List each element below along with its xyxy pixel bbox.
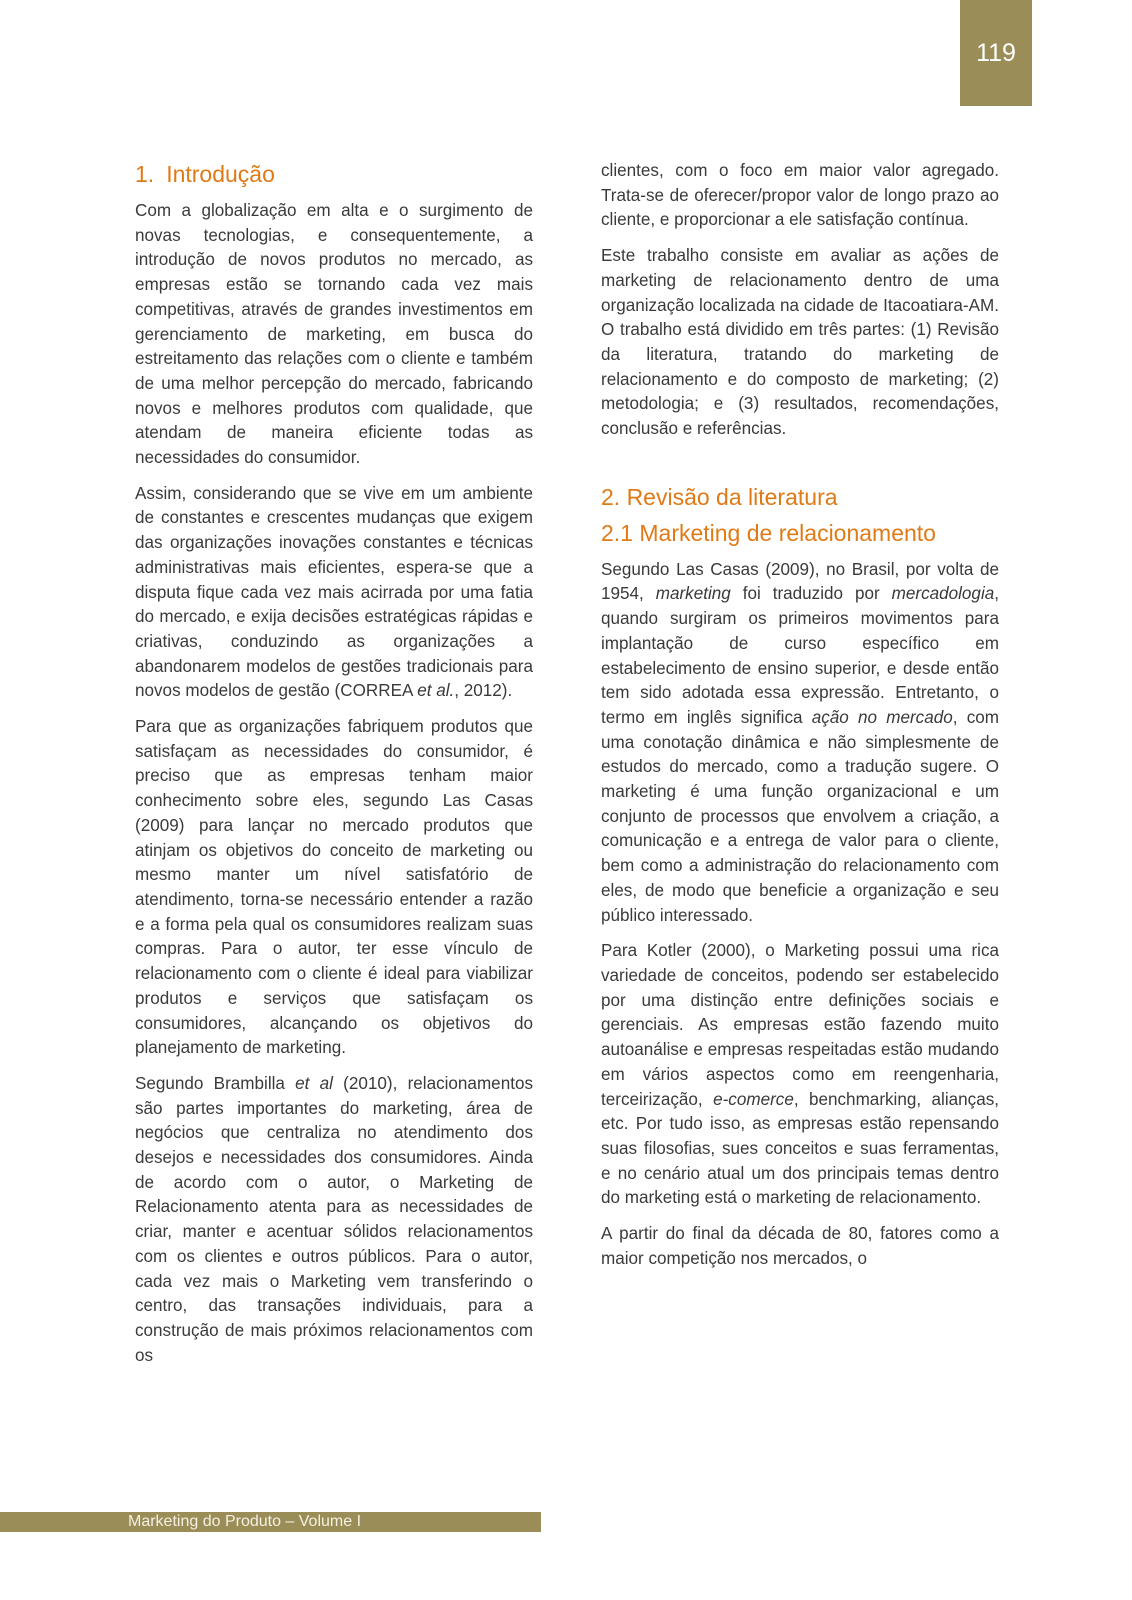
right-column <box>601 159 999 1282</box>
paragraph: clientes, com o foco em maior valor agregado. Trata-se de oferecer/propor valor de longo prazo ao cliente, e proporcionar a ele satisfação contínua. <box>601 161 999 230</box>
italic-text: mercadologia <box>891 584 995 604</box>
paragraph <box>135 482 533 704</box>
italic-text: marketing <box>655 584 731 604</box>
text-run: Segundo Las Casas (2009), no Brasil, por volta de 1954, <box>601 559 999 604</box>
footer-bar <box>0 1512 541 1532</box>
section-number: 1. <box>135 161 155 187</box>
text-run: Segundo Brambilla <box>135 1073 296 1093</box>
text-run: , com uma conotação dinâmica e não simplesmente de estudos do mercado, como a tradução sugere. O marketing é uma função organizacional e um conjunto de processos que envolvem a criação, a comunicação e a entrega de valor para o cliente, bem como a administração do relacionamento com eles, de modo que beneficie a organização e seu público interessado. <box>601 707 999 925</box>
subsection-heading-marketing-relacionamento: 2.1 Marketing de relacionamento <box>601 519 936 546</box>
paragraph: Para que as organizações fabriquem produtos que satisfaçam as necessidades do consumidor, é preciso que as empresas tenham maior conhecimento sobre eles, segundo Las Casas (2009) para lançar no mercado produtos que atinjam os objetivos do conceito de marketing ou mesmo manter um nível satisfatório de atendimento, torna-se necessário entender a razão e a forma pela qual os consumidores realizam suas compras. Para o autor, ter esse vínculo de relacionamento com o cliente é ideal para viabilizar produtos e serviços que satisfaçam os consumidores, alcançando os objetivos do planejamento de marketing. <box>135 717 533 1058</box>
italic-text: ação no mercado <box>811 707 953 727</box>
paragraph: Com a globalização em alta e o surgimento de novas tecnologias, e consequentemente, a introdução de novos produtos no mercado, as empresas estão se tornando cada vez mais competitivas, através de grandes investimentos em gerenciamento de marketing, em busca do estreitamento das relações com o cliente e também de uma melhor percepção do mercado, fabricando novos e melhores produtos com qualidade, que atendam de maneira eficiente todas as necessidades do consumidor. <box>135 201 533 468</box>
footer-title: Marketing do Produto – Volume I <box>128 1513 362 1530</box>
paragraph <box>601 939 999 1211</box>
page-number: 119 <box>960 0 1032 106</box>
text-run: Assim, considerando que se vive em um ambiente de constantes e crescentes mudanças que exigem das organizações inovações constantes e técnicas administrativas mais eficientes, espera-se que a disputa fique cada vez mais acirrada por uma fatia do mercado, e exija decisões estratégicas rápidas e criativas, conduzindo as organizações a abandonarem modelos de gestões tradicionais para novos modelos de gestão (CORREA <box>135 483 533 701</box>
paragraph: A partir do final da década de 80, fatores como a maior competição nos mercados, o <box>601 1224 999 1268</box>
text-run: , benchmarking, alianças, etc. Por tudo isso, as empresas estão repensando suas filosofias, sues conceitos e suas ferramentas, e no cenário atual um dos principais temas dentro do marketing está o marketing de relacionamento. <box>601 1089 999 1208</box>
text-run: , quando surgiram os primeiros movimentos para implantação de curso específico em estabelecimento de ensino superior, e desde então tem sido adotada essa expressão. Entretanto, o termo em inglês significa <box>601 584 999 727</box>
section-title: Introdução <box>166 161 275 187</box>
paragraph: Este trabalho consiste em avaliar as ações de marketing de relacionamento dentro de uma organização localizada na cidade de Itacoatiara-AM. O trabalho está dividido em três partes: (1) Revisão da literatura, tratando do marketing de relacionamento e do composto de marketing; (2) metodologia; e (3) resultados, recomendações, conclusão e referências. <box>601 246 999 439</box>
italic-text: et al. <box>417 681 455 701</box>
paragraph <box>601 558 999 929</box>
text-run: (2010), relacionamentos são partes importantes do marketing, área de negócios que centraliza no atendimento dos desejos e necessidades dos consumidores. Ainda de acordo com o autor, o Marketing de Relacionamento atenta para as necessidades de criar, manter e acentuar sólidos relacionamentos com os clientes e outros públicos. Para o autor, cada vez mais o Marketing vem transferindo o centro, das transações individuais, para a construção de mais próximos relacionamentos com os <box>135 1073 533 1365</box>
paragraph <box>135 1072 533 1368</box>
left-column <box>135 159 533 1379</box>
text-run: , 2012). <box>454 681 513 701</box>
section-heading-introducao <box>135 159 533 189</box>
italic-text: e-comerce <box>713 1089 794 1109</box>
italic-text: et al <box>295 1073 333 1093</box>
section-heading-revisao: 2. Revisão da literatura <box>601 483 838 510</box>
text-run: foi traduzido por <box>730 584 892 604</box>
text-run: Para Kotler (2000), o Marketing possui uma rica variedade de conceitos, podendo ser estabelecido por uma distinção entre definições sociais e gerenciais. As empresas estão fazendo muito autoanálise e empresas respeitadas estão mudando em vários aspectos como em reengenharia, terceirização, <box>601 941 999 1109</box>
